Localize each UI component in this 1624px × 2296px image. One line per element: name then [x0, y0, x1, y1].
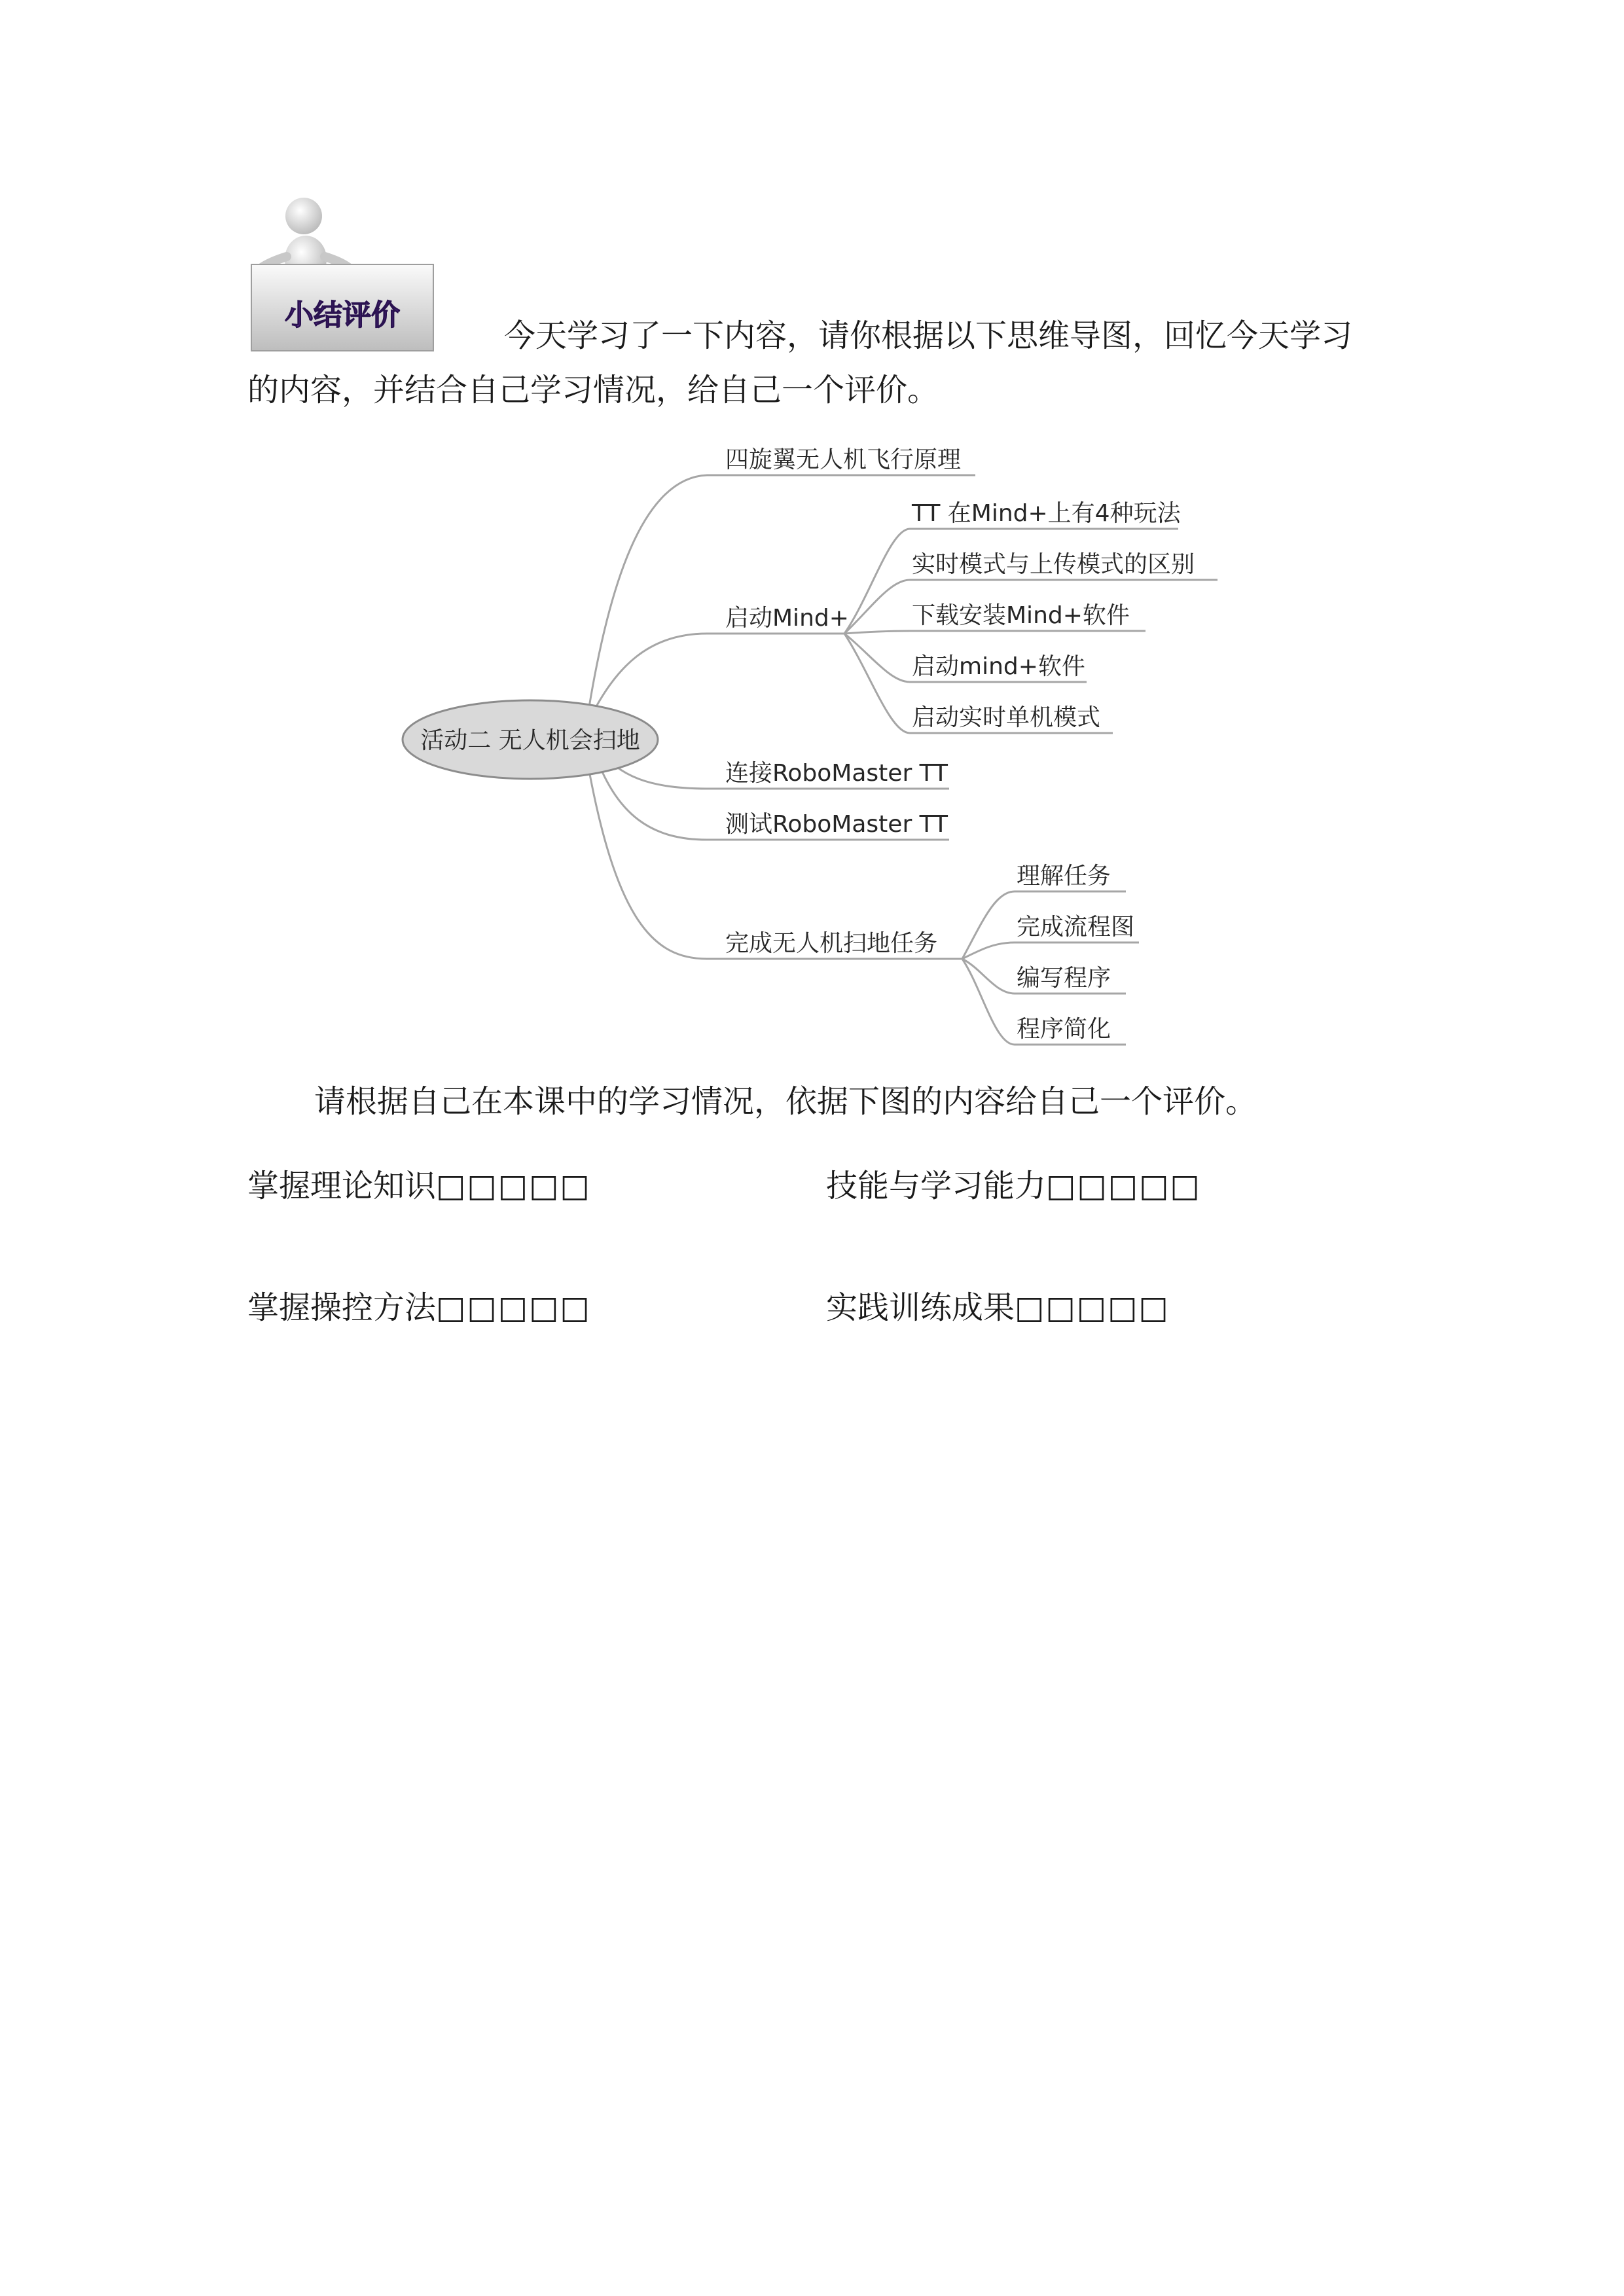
evaluation-item-label: 实践训练成果 [826, 1289, 1015, 1326]
sub-branch-label: 完成流程图 [1017, 914, 1135, 941]
sub-branch-label: 理解任务 [1017, 863, 1111, 889]
rating-checkboxes[interactable]: □□□□□ [1046, 1168, 1201, 1204]
sub-branch-label: 编写程序 [1017, 965, 1111, 992]
intro-line-1: 今天学习了一下内容，请你根据以下思维导图，回忆今天学习 [504, 317, 1353, 354]
mind-map [367, 425, 1244, 1054]
badge-label: 小结评价 [285, 298, 400, 332]
person-sign-icon [244, 196, 440, 353]
branch-label: 四旋翼无人机飞行原理 [725, 446, 962, 473]
branch-label: 完成无人机扫地任务 [725, 930, 938, 957]
branch-label: 连接RoboMaster TT [725, 760, 948, 787]
evaluation-item-label: 技能与学习能力 [826, 1168, 1047, 1204]
evaluation-item [826, 1166, 1201, 1206]
branch-label: 启动Mind+ [725, 605, 849, 632]
evaluation-intro: 请根据自己在本课中的学习情况，依据下图的内容给自己一个评价。 [314, 1083, 1257, 1120]
sub-branch-label: 启动mind+软件 [912, 653, 1085, 680]
central-node-label: 活动二 无人机会扫地 [420, 727, 640, 754]
evaluation-item [247, 1166, 591, 1206]
evaluation-item [826, 1288, 1170, 1327]
sub-branch-label: TT 在Mind+上有4种玩法 [912, 500, 1181, 527]
sub-branch-label: 程序简化 [1017, 1016, 1111, 1043]
sub-branch-label: 下载安装Mind+软件 [912, 602, 1130, 629]
evaluation-item-label: 掌握理论知识 [247, 1168, 437, 1204]
intro-line-2: 的内容，并结合自己学习情况，给自己一个评价。 [247, 372, 939, 408]
evaluation-item [247, 1288, 591, 1327]
summary-badge [244, 196, 440, 353]
rating-checkboxes[interactable]: □□□□□ [436, 1168, 591, 1204]
rating-checkboxes[interactable]: □□□□□ [436, 1289, 591, 1326]
sub-branch-label: 启动实时单机模式 [912, 704, 1101, 731]
sub-branch-label: 实时模式与上传模式的区别 [912, 551, 1195, 578]
evaluation-item-label: 掌握操控方法 [247, 1289, 437, 1326]
rating-checkboxes[interactable]: □□□□□ [1015, 1289, 1170, 1326]
branch-label: 测试RoboMaster TT [725, 811, 948, 838]
